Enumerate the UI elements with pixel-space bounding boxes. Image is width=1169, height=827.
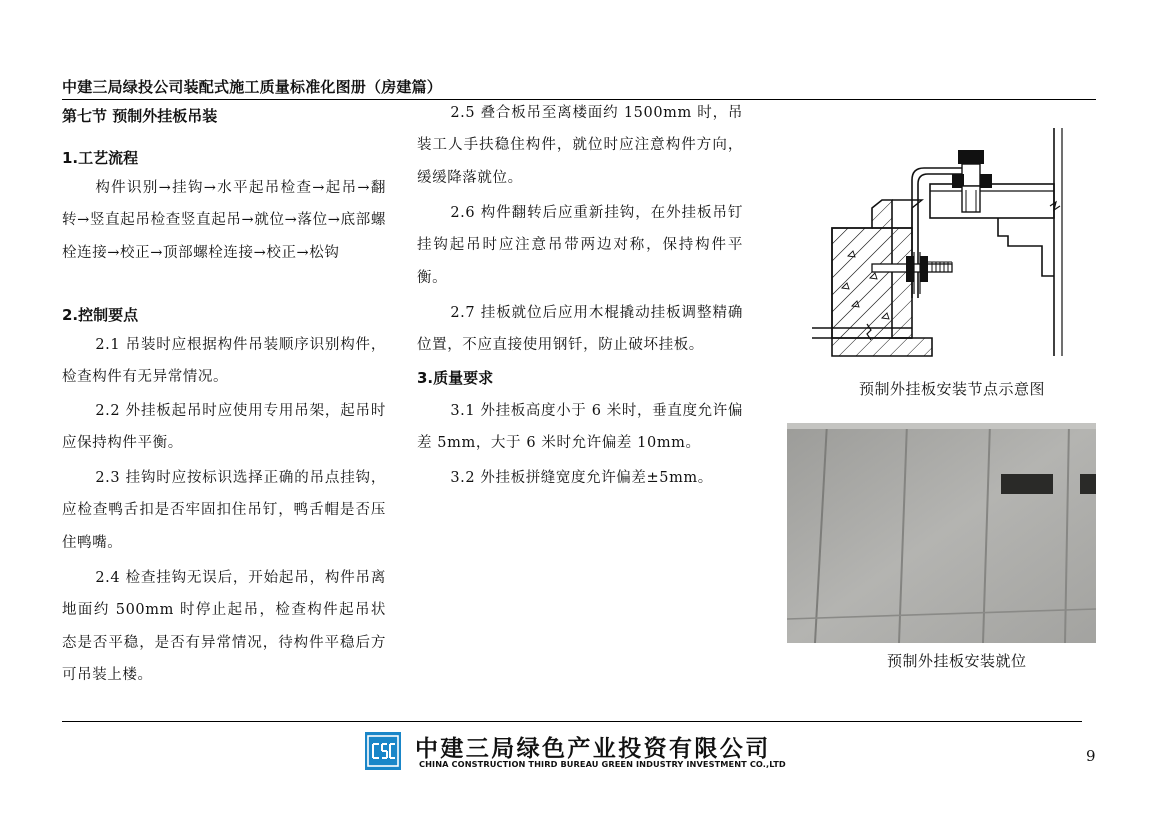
company-logo — [365, 732, 401, 770]
paragraph-2-3: 2.3 挂钩时应按标识选择正确的吊点挂钩，应检查鸭舌扣是否牢固扣住吊钉，鸭舌帽是否压住鸭嘴。 — [62, 470, 386, 551]
installation-node-diagram — [812, 128, 1074, 358]
paragraph-2-4: 2.4 检查挂钩无误后，开始起吊，构件吊离地面约 500mm 时停止起吊，检查构件起吊状态是否平稳，是否有异常情况，待构件平稳后方可吊装上楼。 — [62, 570, 386, 684]
installed-panels-photo — [787, 423, 1096, 643]
paragraph-2-1: 2.1 吊装时应根据构件吊装顺序识别构件，检查构件有无异常情况。 — [62, 337, 386, 386]
company-name-english: CHINA CONSTRUCTION THIRD BUREAU GREEN INDUSTRY INVESTMENT CO.,LTD — [419, 759, 786, 769]
section-title: 第七节 预制外挂板吊装 — [62, 107, 218, 125]
paragraph-2-7: 2.7 挂板就位后应用木棍撬动挂板调整精确位置，不应直接使用钢钎，防止破坏挂板。 — [417, 305, 743, 354]
company-name-chinese: 中建三局绿色产业投资有限公司 — [415, 736, 771, 762]
paragraph-3-2: 3.2 外挂板拼缝宽度允许偏差±5mm。 — [450, 470, 713, 486]
document-header-title: 中建三局绿投公司装配式施工质量标准化图册（房建篇） — [62, 78, 443, 96]
heading-process-flow: 1.工艺流程 — [62, 149, 139, 167]
page-number: 9 — [1086, 747, 1096, 765]
heading-control-points: 2.控制要点 — [62, 306, 139, 324]
paragraph-2-5: 2.5 叠合板吊至离楼面约 1500mm 时，吊装工人手扶稳住构件，就位时应注意构件方向，缓缓降落就位。 — [417, 105, 743, 186]
diagram-caption: 预制外挂板安装节点示意图 — [859, 380, 1046, 398]
footer-divider — [62, 721, 1082, 722]
paragraph-2-6: 2.6 构件翻转后应重新挂钩，在外挂板吊钉挂钩起吊时应注意吊带两边对称，保持构件平衡。 — [417, 205, 743, 286]
paragraph-process-flow: 构件识别→挂钩→水平起吊检查→起吊→翻转→竖直起吊检查竖直起吊→就位→落位→底部螺栓连接→校正→顶部螺栓连接→校正→松钩 — [62, 180, 386, 261]
photo-caption: 预制外挂板安装就位 — [887, 652, 1027, 670]
paragraph-2-2: 2.2 外挂板起吊时应使用专用吊架，起吊时应保持构件平衡。 — [62, 403, 386, 452]
heading-quality-requirements: 3.质量要求 — [417, 369, 494, 387]
paragraph-3-1: 3.1 外挂板高度小于 6 米时，垂直度允许偏差 5mm，大于 6 米时允许偏差 10mm。 — [417, 403, 743, 452]
